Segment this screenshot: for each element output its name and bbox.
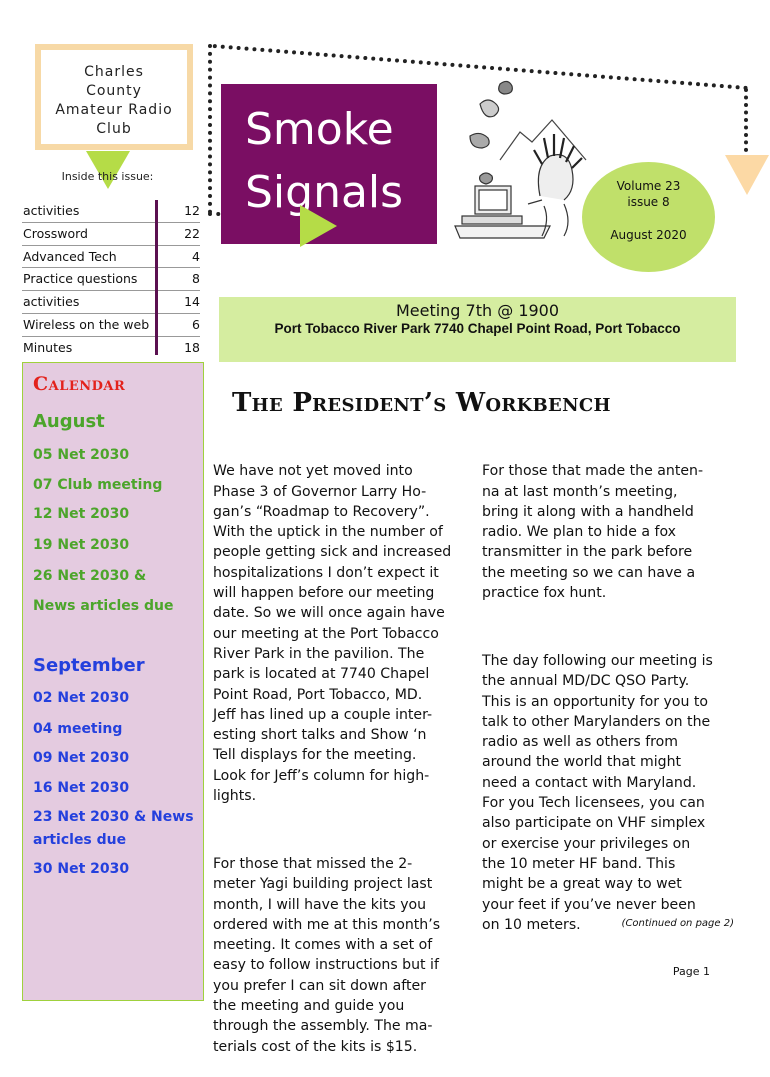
toc-row[interactable]	[22, 291, 200, 314]
club-name-line: Charles	[84, 64, 144, 80]
radio-operator-illustration	[440, 76, 588, 248]
issue-date: August 2020	[610, 228, 687, 242]
article-paragraph: For those that missed the 2- meter Yagi building project last month, I will have the kits you ordered with me at this month’s meeting. It comes with a set of easy to follow instructions but if you prefer I can sit down after the meeting and guide you through the assembly. The ma- terials cost of the kits is $15.	[213, 855, 441, 1055]
calendar-event: 02 Net 2030	[33, 690, 130, 706]
club-name-line: Club	[96, 121, 132, 137]
toc-row[interactable]	[22, 200, 200, 223]
calendar-month: August	[33, 411, 105, 432]
issue-number: issue 8	[627, 195, 670, 209]
calendar-event: 19 Net 2030	[33, 537, 130, 553]
calendar-event: articles due	[33, 832, 127, 848]
continued-note[interactable]: (Continued on page 2)	[621, 918, 734, 929]
calendar-event: 05 Net 2030	[33, 447, 130, 463]
title-line: Smoke	[245, 104, 394, 155]
toc-row[interactable]	[22, 337, 200, 359]
calendar-event: 12 Net 2030	[33, 506, 130, 522]
title-line: Signals	[245, 167, 404, 218]
toc-page: 14	[184, 294, 200, 310]
meeting-banner	[219, 297, 736, 362]
calendar-event: 07 Club meeting	[33, 477, 163, 493]
toc-row[interactable]	[22, 246, 200, 269]
toc-row[interactable]	[22, 268, 200, 291]
calendar-event: 09 Net 2030	[33, 750, 130, 766]
article-paragraph: The day following our meeting is the annual MD/DC QSO Party. This is an opportunity for you to talk to other Marylanders on the radio as well as others from around the world that might need a contact with Maryland. For you Tech licensees, you can also participate on VHF simplex or exercise your privileges on the 10 meter HF band. This might be a great way to wet your feet if you’ve never been on 10 meters.	[482, 652, 713, 933]
issue-info-badge	[582, 162, 715, 272]
toc-title: Wireless on the web	[23, 316, 150, 332]
calendar-panel	[22, 362, 204, 1001]
table-of-contents	[22, 200, 200, 359]
toc-page: 4	[192, 248, 200, 264]
club-name	[41, 63, 187, 139]
calendar-event: 30 Net 2030	[33, 861, 130, 877]
toc-title: activities	[23, 203, 80, 218]
club-name-line: County	[86, 83, 142, 99]
calendar-title: Calendar	[33, 373, 126, 395]
toc-row[interactable]	[22, 223, 200, 246]
volume-number: Volume 23	[616, 179, 681, 193]
dotted-border-left	[208, 44, 212, 214]
meeting-time: Meeting 7th @ 1900	[395, 301, 560, 320]
club-name-box	[35, 44, 193, 150]
toc-row[interactable]	[22, 314, 200, 337]
article-column-1	[213, 441, 475, 1077]
toc-page: 6	[192, 316, 200, 332]
calendar-month: September	[33, 655, 145, 676]
article-paragraph: We have not yet moved into Phase 3 of Governor Larry Ho- gan’s “Roadmap to Recovery”. With the uptick in the number of people getting sick and increased hospitalizations I don’t expect it will happen before our meeting date. So we will once again have our meeting at the Port Tobacco River Park in the pavilion. The park is located at 7740 Chapel Point Road, Port Tobacco, MD. Jeff has lined up a couple inter- esting short talks and Show ‘n Tell displays for the meeting. Look for Jeff’s column for high- lights.	[213, 463, 452, 805]
calendar-event: 23 Net 2030 & News	[33, 809, 194, 825]
toc-title: Minutes	[23, 339, 73, 355]
toc-page: 12	[184, 203, 200, 218]
toc-page: 8	[192, 271, 200, 287]
article-title: The President’s Workbench	[232, 388, 611, 418]
toc-page: 18	[184, 339, 200, 355]
toc-page: 22	[184, 225, 200, 241]
club-name-line: Amateur Radio	[55, 102, 173, 118]
article-column-2	[482, 441, 732, 955]
meeting-location: Port Tobacco River Park 7740 Chapel Point Road, Port Tobacco	[274, 321, 681, 336]
toc-divider	[155, 200, 158, 355]
calendar-event: News articles due	[33, 598, 174, 614]
calendar-event: 26 Net 2030 &	[33, 568, 147, 584]
peach-triangle-icon	[725, 155, 769, 195]
article-paragraph: For those that made the anten- na at last month’s meeting, bring it along with a handheld radio. We plan to hide a fox transmitter in the park before the meeting so we can have a practice fox hunt.	[482, 463, 704, 602]
page-number: Page 1	[672, 965, 710, 978]
dotted-border-right	[744, 88, 748, 152]
green-triangle-icon	[300, 205, 337, 247]
toc-title: Advanced Tech	[23, 248, 117, 264]
calendar-event: 04 meeting	[33, 721, 123, 737]
toc-title: activities	[23, 294, 80, 310]
calendar-event: 16 Net 2030	[33, 780, 130, 796]
toc-heading: Inside this issue:	[61, 170, 154, 183]
toc-title: Practice questions	[23, 271, 138, 287]
toc-title: Crossword	[23, 225, 88, 241]
